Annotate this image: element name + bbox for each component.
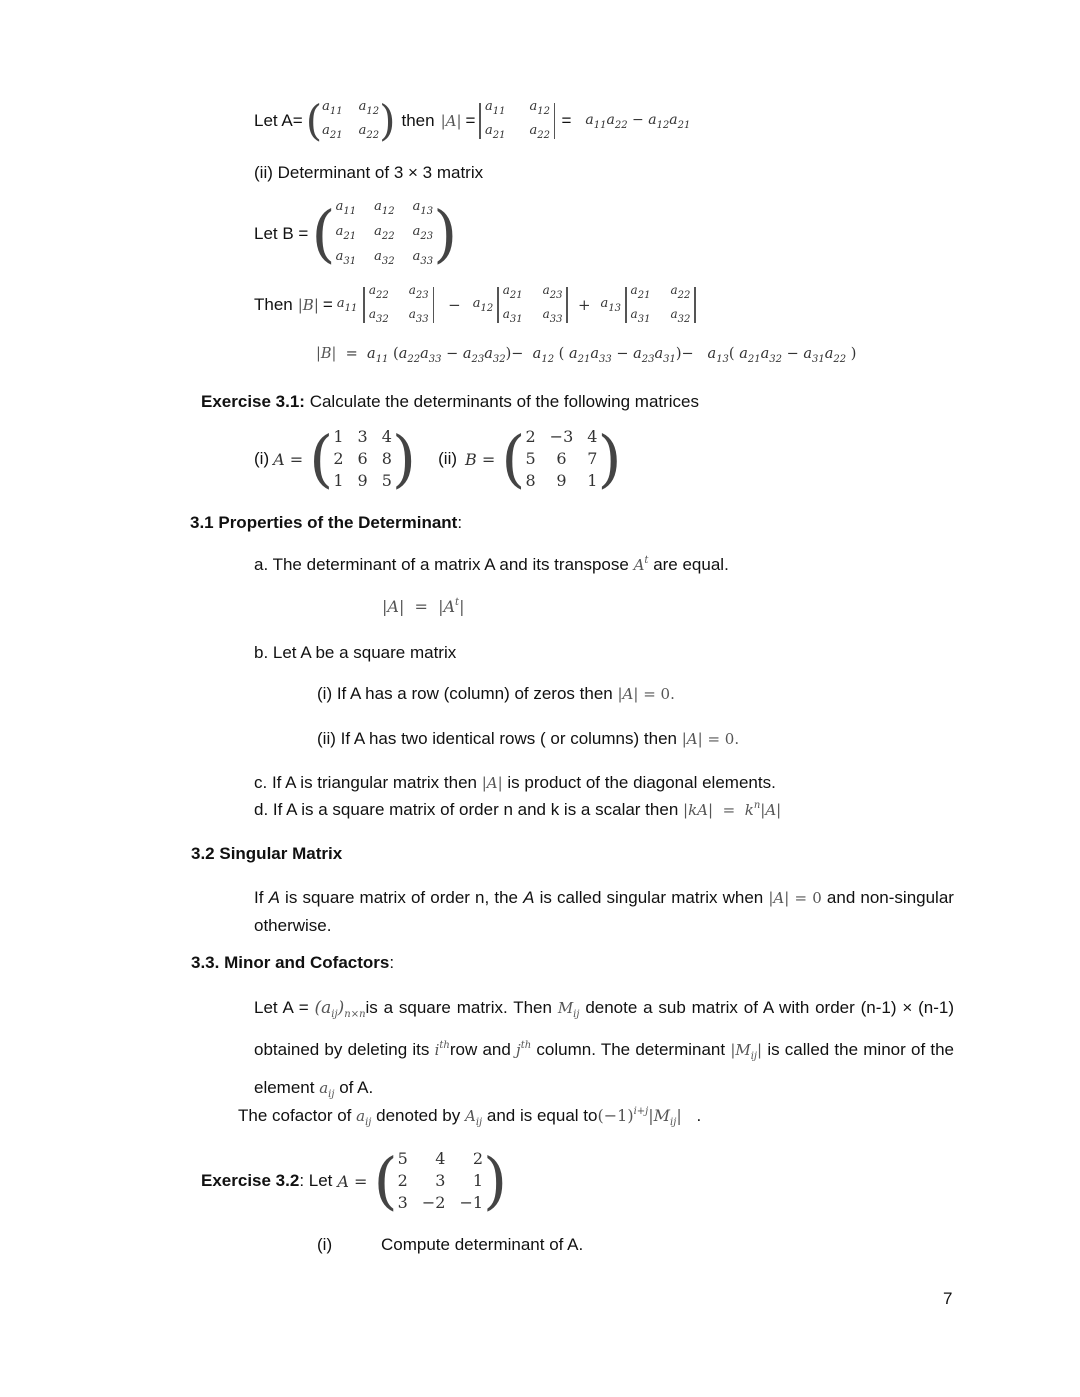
- page-number: 7: [943, 1289, 953, 1308]
- det2-then: then: [401, 111, 435, 130]
- exercise-32-line: Exercise 3.2 : Let A = ( 5 4 2 2 3 1 3 −2 −1 ): [201, 1144, 508, 1217]
- section-33-paragraph: Let $A = (a_{ij})_{n\times n}is$ a square matrix. Then $M_{ij}$ denote a sub matrix of A with order (n-1) × (n-1) obtained by deleting its $i^{th}row$ and $j^{th}$ column. The determinant $|M_{ij}|$ is called the minor of the element $a_{ij}$ of A.: [254, 998, 955, 1100]
- exercise-31-text: Calculate the determinants of the following matrices: [309, 392, 700, 411]
- property-a: a. The determinant of a matrix A and its transpose $A^t$ are equal.: [254, 555, 729, 574]
- matrix-ex32-A: ( 5 4 2 2 3 1 3 −2 −1 ): [373, 1144, 508, 1217]
- minor-12: $a_{21}$ $a_{23}$ $a_{31}$ $a_{33}$: [497, 281, 568, 329]
- ex32-part-i-label: (i): [317, 1235, 333, 1254]
- ex31-part-ii-name: B =: [465, 449, 496, 469]
- det3-then: Then: [254, 295, 293, 314]
- det2-line: Let A= ( $a_{11}$ $a_{12}$ $a_{21}$ $a_{22}$ ) then |A| = $a_{11}$ $a_{12}$ $a_{21}$ $a_{22}$ = $a_{11}a_{22} - a_{12}a_{21}$: [254, 96, 691, 145]
- ex32-part-i-text: Compute determinant of A.: [381, 1235, 584, 1254]
- property-b: b. Let A be a square matrix: [254, 643, 457, 662]
- det2-result: $a_{11}a_{22} - a_{12}a_{21}$: [585, 111, 691, 131]
- ex31-part-ii-label: (ii): [438, 449, 458, 468]
- det3-absB: |B|: [297, 296, 319, 314]
- section-33-title: 3.3. Minor and Cofactors: [191, 953, 390, 972]
- exercise-31-matrices: [254, 422, 622, 495]
- property-b-ii: (ii) If A has two identical rows ( or columns) then |A| = 0.: [317, 729, 740, 748]
- matrix-A-2x2: ( $a_{11}$ $a_{12}$ $a_{21}$ $a_{22}$ ): [305, 96, 396, 145]
- section-32-title: 3.2 Singular Matrix: [191, 844, 343, 863]
- det2-eq: =: [465, 111, 476, 130]
- cofactor-definition: The cofactor of $a_{ij}$ denoted by $A_{ij}$ and is equal $to(-1)^{i+j}|M_{ij}|$ .: [238, 1106, 702, 1128]
- exercise-32-label: Exercise 3.2: [201, 1171, 300, 1190]
- ex31-part-i-label: (i): [254, 449, 270, 468]
- matrix-ex31-B: ( 2 −3 4 5 6 7 8 9 1 ): [501, 422, 622, 495]
- matrix-B-3x3: ( $a_{11}$ $a_{12}$ $a_{13}$ $a_{21}$ $a_{22}$ $a_{23}$ $a_{31}$ $a_{32}$ $a_{33}$ ): [311, 197, 458, 270]
- section-31-heading: 3.1 Properties of the Determinant:: [190, 513, 463, 532]
- matrix-ex31-A: ( 1 3 4 2 6 8 1 9 5 ): [309, 422, 417, 495]
- property-a-formula: $|A| = |A^t|$: [382, 597, 465, 616]
- minor-13: $a_{21}$ $a_{22}$ $a_{31}$ $a_{32}$: [625, 281, 696, 329]
- determinant-A-2x2: $a_{11}$ $a_{12}$ $a_{21}$ $a_{22}$: [479, 97, 555, 145]
- det3-formula: $|B| = a_{11}$ $(a_{22}a_{33} - a_{23}a_{32})- a_{12}$ ( $a_{21}a_{33} - a_{23}a_{31})- a_{13}$( $a_{21}a_{32} - a_{31}a_{22}$ ): [316, 346, 857, 365]
- property-b-i: (i) If A has a row (column) of zeros then |A| = 0.: [317, 684, 675, 703]
- minor-11: $a_{22}$ $a_{23}$ $a_{32}$ $a_{33}$: [363, 281, 434, 329]
- det3-letB-line: [254, 197, 458, 270]
- det2-let: Let A=: [254, 111, 303, 130]
- section-33-heading: 3.3. Minor and Cofactors:: [191, 953, 395, 972]
- exercise-31-line: [201, 392, 699, 412]
- det3-letB: Let B =: [254, 224, 309, 243]
- ex32-name: A =: [337, 1171, 368, 1191]
- ex31-part-i-name: A =: [273, 449, 304, 469]
- property-c: c. If A is triangular matrix then |A| is product of the diagonal elements.: [254, 773, 776, 792]
- section-31-title: 3.1 Properties of the Determinant: [190, 513, 458, 532]
- det3-heading: (ii) Determinant of 3 × 3 matrix: [254, 163, 484, 182]
- det3-expansion: Then |B| = $a_{11}$ $a_{22}$ $a_{23}$ $a_{32}$ $a_{33}$ − $a_{12}$ $a_{21}$ $a_{23}$ $a_{31}$ $a_{33}$ + $a_{13}$ $a_{21}$ $a_{22}$ $a_{31}$ $a_{32}$: [254, 284, 696, 326]
- section-32-paragraph: If A is square matrix of order n, the A is called singular matrix when |A| = 0 and non-singular otherwise.: [254, 888, 954, 935]
- exercise-31-label: Exercise 3.1:: [201, 392, 305, 411]
- property-d: d. If A is a square matrix of order n and k is a scalar then $|kA| = k^n|A|$: [254, 800, 782, 819]
- det2-absA: |A|: [440, 112, 462, 130]
